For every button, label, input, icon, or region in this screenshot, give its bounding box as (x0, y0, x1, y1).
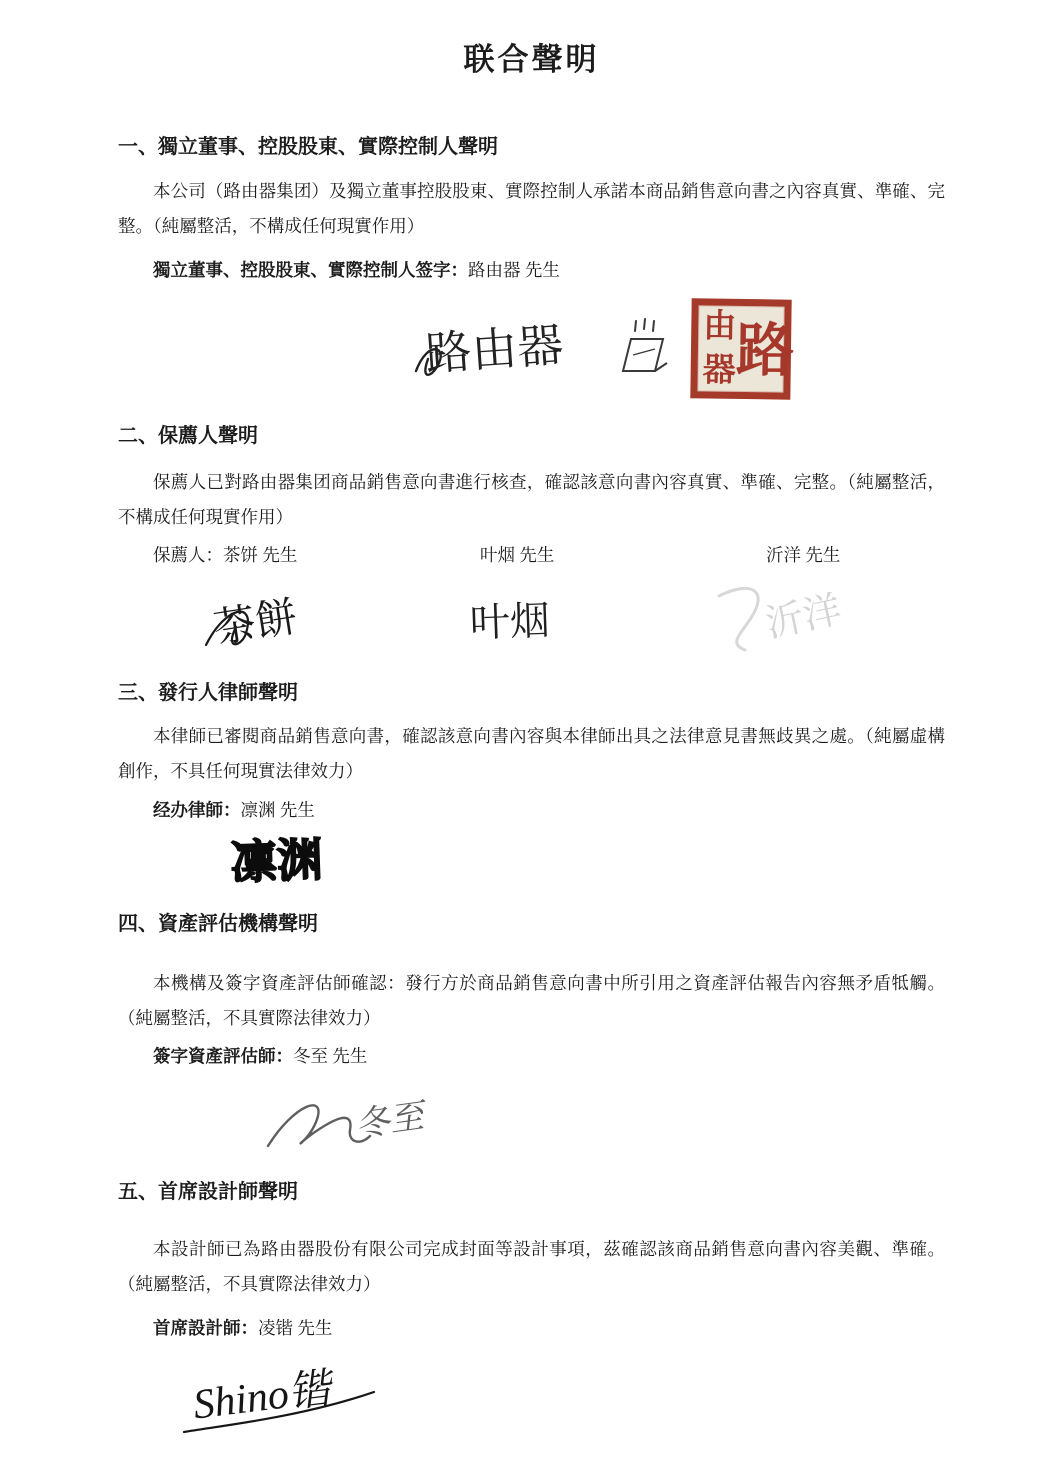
section-3-signer-name: 凛渊 先生 (240, 800, 315, 820)
section-1-signer-name: 路由器 先生 (468, 260, 560, 280)
signature-yiyang (711, 574, 861, 664)
section-3-heading: 三、發行人律師聲明 (118, 682, 298, 704)
signature-yeyan (456, 579, 586, 659)
signature-dongzhi-text: 冬至 (353, 1098, 426, 1145)
section-2-heading: 二、保薦人聲明 (118, 425, 258, 447)
signature-shino (178, 1348, 428, 1448)
seal-char-top-left: 由 (703, 308, 737, 345)
signature-linyuan-text: 凛渊 (229, 834, 324, 889)
signature-chabing-text: 茶餅 (210, 593, 301, 653)
section-3-signature-row (118, 826, 945, 896)
section-1-body: 本公司（路由器集团）及獨立董事控股股東、實際控制人承諾本商品銷售意向書之內容真實、準確、完整。（純屬整活，不構成任何現實作用） (118, 181, 945, 236)
section-1-signature-row (118, 294, 945, 404)
section-5-signer-name: 凌锴 先生 (258, 1318, 333, 1338)
section-2-body: 保薦人已對路由器集团商品銷售意向書進行核查，確認該意向書內容真實、準確、完整。（純屬整活，不構成任何現實作用） (118, 472, 945, 527)
section-2-signer-1 (153, 541, 480, 569)
section-3-sign-line (153, 796, 945, 824)
section-1-sign-line (153, 256, 945, 284)
section-2-signer-3 (766, 541, 840, 569)
signature-router (408, 299, 593, 399)
section-3-sign-label: 经办律師： (153, 800, 241, 820)
section-1-heading: 一、獨立董事、控股股東、實際控制人聲明 (118, 136, 498, 158)
section-4-signature-row (118, 1074, 945, 1166)
section-5-sign-line (153, 1314, 945, 1342)
seal-router (690, 298, 795, 399)
section-4-sign-label: 簽字資產評估師： (153, 1046, 293, 1066)
section-2-signer-2 (480, 541, 766, 569)
signature-yeyan-text: 叶烟 (469, 597, 551, 646)
section-5-heading: 五、首席設計師聲明 (118, 1181, 298, 1203)
signature-shino-text: Shino锴 (190, 1366, 334, 1429)
section-5-signature-row (118, 1348, 945, 1450)
section-2-signer-3-name: 沂洋 先生 (766, 545, 841, 565)
section-2-sign-label: 保薦人： (153, 545, 223, 565)
section-2-signers-row (153, 541, 945, 569)
seal-char-right: 路 (735, 317, 795, 384)
section-2-signature-row (118, 577, 945, 665)
signature-dongzhi (258, 1074, 458, 1164)
section-4-heading: 四、資產評估機構聲明 (118, 913, 318, 935)
doodle-sketch-icon (611, 309, 675, 389)
section-2-signer-2-name: 叶烟 先生 (480, 545, 555, 565)
section-2-signer-1-name: 茶饼 先生 (223, 545, 298, 565)
section-4-signer-name: 冬至 先生 (293, 1046, 368, 1066)
section-4-body: 本機構及簽字資產評估師確認：發行方於商品銷售意向書中所引用之資產評估報告內容無矛盾牴觸。（純屬整活，不具實際法律效力） (118, 973, 945, 1028)
signature-router-text: 路由器 (423, 319, 565, 380)
document-page (0, 40, 1064, 1462)
document-title: 联合聲明 (463, 42, 600, 77)
signature-linyuan (223, 826, 383, 894)
section-4-sign-line (153, 1042, 945, 1070)
signature-chabing (196, 575, 346, 663)
section-3-body: 本律師已審閱商品銷售意向書，確認該意向書內容與本律師出具之法律意見書無歧異之處。（純屬虛構創作，不具任何現實法律效力） (118, 726, 945, 781)
section-5-sign-label: 首席設計師： (153, 1318, 258, 1338)
section-1-sign-label: 獨立董事、控股股東、實際控制人签字： (153, 260, 468, 280)
section-5-body: 本設計師已為路由器股份有限公司完成封面等設計事項，茲確認該商品銷售意向書內容美觀、準確。（純屬整活，不具實際法律效力） (118, 1239, 945, 1294)
signature-yiyang-text: 沂洋 (762, 588, 846, 646)
seal-char-bottom-left: 器 (702, 352, 736, 389)
